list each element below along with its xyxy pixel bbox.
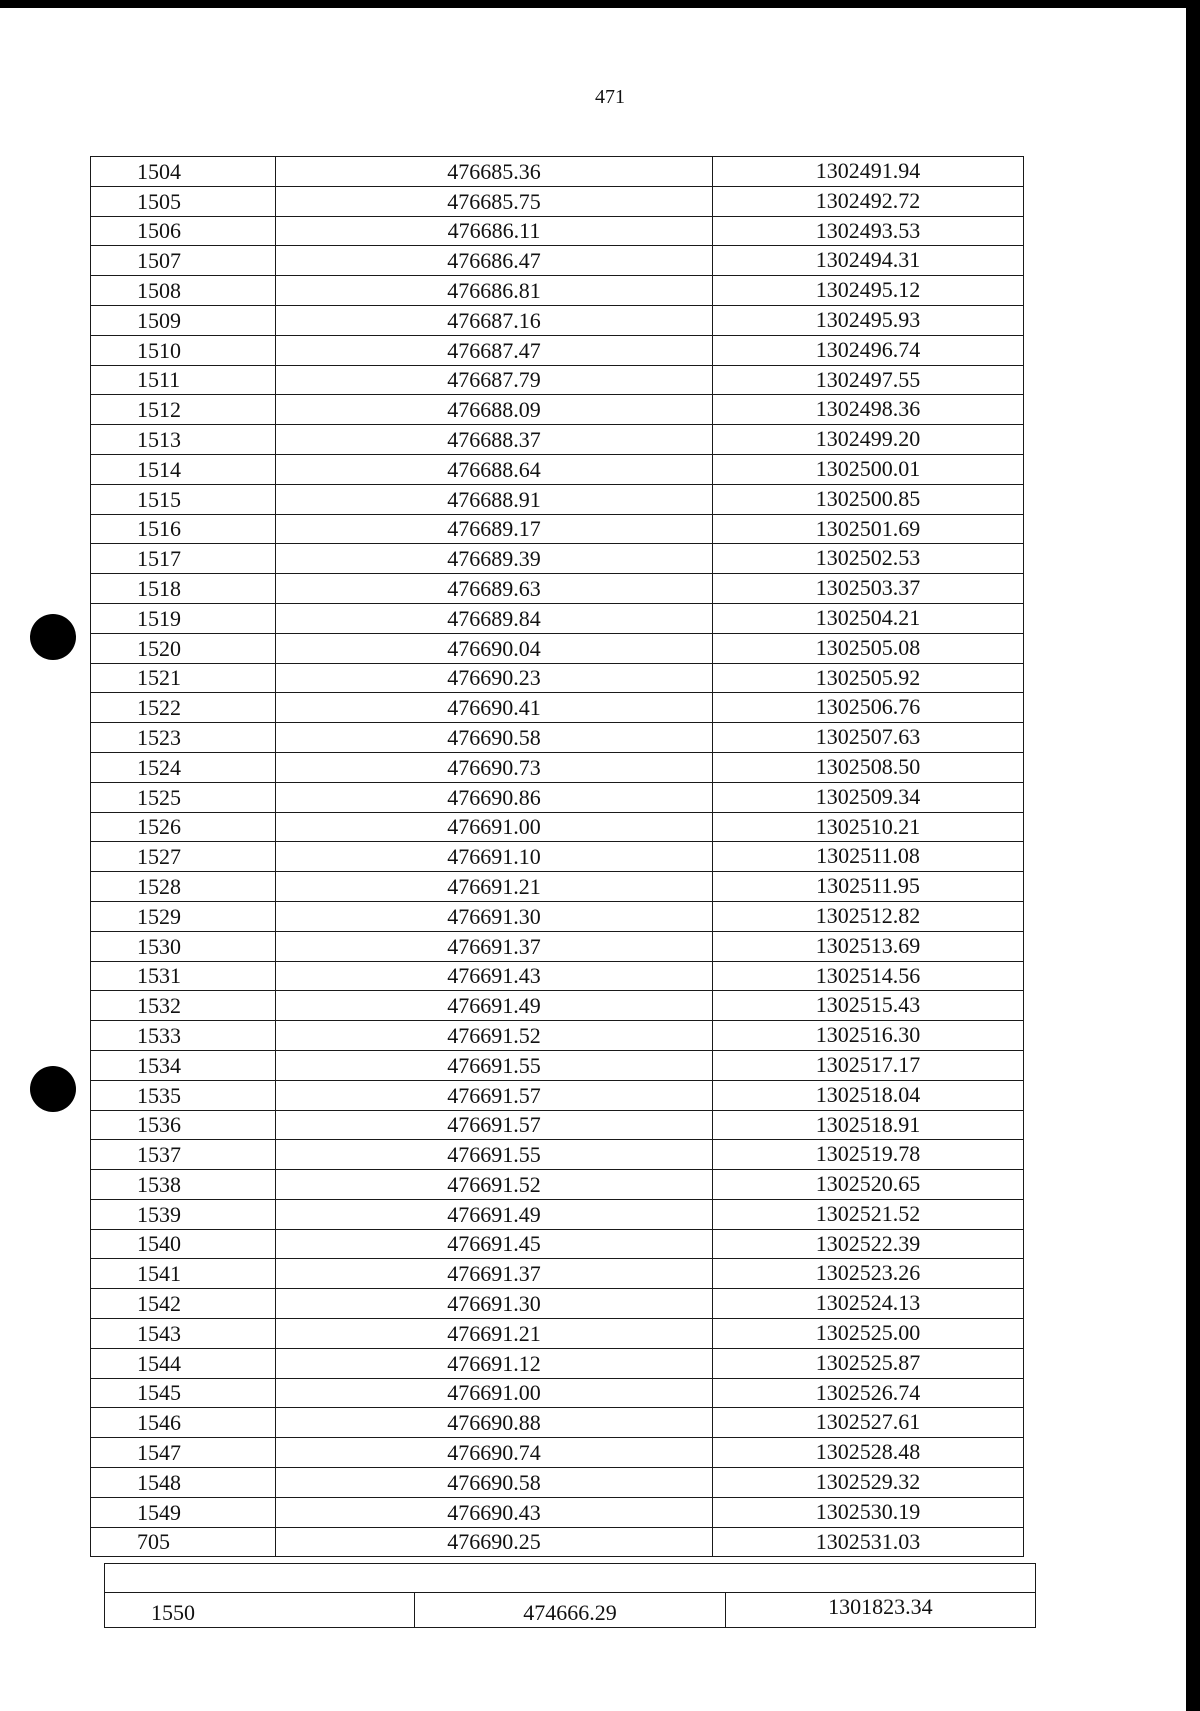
y-coordinate-cell: 1302511.08 bbox=[713, 842, 1024, 872]
x-coordinate-cell: 476691.49 bbox=[276, 1199, 713, 1229]
y-coordinate-cell: 1302526.74 bbox=[713, 1378, 1024, 1408]
point-id-cell: 1546 bbox=[91, 1408, 276, 1438]
point-id-cell: 1529 bbox=[91, 901, 276, 931]
point-id-cell: 1547 bbox=[91, 1438, 276, 1468]
table-row bbox=[91, 752, 1024, 782]
y-coordinate-cell: 1302502.53 bbox=[713, 544, 1024, 574]
table-row bbox=[91, 1319, 1024, 1349]
y-coordinate-cell: 1302494.31 bbox=[713, 246, 1024, 276]
y-coordinate-cell: 1302505.92 bbox=[713, 663, 1024, 693]
y-coordinate-cell: 1302495.93 bbox=[713, 305, 1024, 335]
table-row bbox=[91, 663, 1024, 693]
y-coordinate-cell: 1302520.65 bbox=[713, 1170, 1024, 1200]
x-coordinate-cell: 476690.58 bbox=[276, 1468, 713, 1498]
table-row bbox=[91, 1199, 1024, 1229]
y-coordinate-cell: 1302528.48 bbox=[713, 1438, 1024, 1468]
x-coordinate-cell: 476690.23 bbox=[276, 663, 713, 693]
table-row bbox=[91, 842, 1024, 872]
point-id-cell: 1550 bbox=[105, 1593, 415, 1628]
y-coordinate-cell: 1302518.91 bbox=[713, 1110, 1024, 1140]
y-coordinate-cell: 1302513.69 bbox=[713, 931, 1024, 961]
table-row bbox=[91, 1497, 1024, 1527]
point-id-cell: 1520 bbox=[91, 633, 276, 663]
y-coordinate-cell: 1302515.43 bbox=[713, 991, 1024, 1021]
table-row bbox=[91, 454, 1024, 484]
y-coordinate-cell: 1302514.56 bbox=[713, 961, 1024, 991]
x-coordinate-cell: 476691.00 bbox=[276, 1378, 713, 1408]
y-coordinate-cell: 1302527.61 bbox=[713, 1408, 1024, 1438]
point-id-cell: 1516 bbox=[91, 514, 276, 544]
y-coordinate-cell: 1302497.55 bbox=[713, 365, 1024, 395]
point-id-cell: 1518 bbox=[91, 574, 276, 604]
y-coordinate-cell: 1302507.63 bbox=[713, 723, 1024, 753]
y-coordinate-cell: 1302500.85 bbox=[713, 484, 1024, 514]
point-id-cell: 1536 bbox=[91, 1110, 276, 1140]
y-coordinate-cell: 1302510.21 bbox=[713, 812, 1024, 842]
y-coordinate-cell: 1302517.17 bbox=[713, 1050, 1024, 1080]
y-coordinate-cell: 1302531.03 bbox=[713, 1527, 1024, 1557]
x-coordinate-cell: 476689.84 bbox=[276, 603, 713, 633]
point-id-cell: 1506 bbox=[91, 216, 276, 246]
table-row bbox=[91, 514, 1024, 544]
page-number: 471 bbox=[595, 86, 625, 108]
table-row bbox=[91, 782, 1024, 812]
x-coordinate-cell: 476690.73 bbox=[276, 752, 713, 782]
x-coordinate-cell: 476691.00 bbox=[276, 812, 713, 842]
point-id-cell: 1521 bbox=[91, 663, 276, 693]
x-coordinate-cell: 476691.12 bbox=[276, 1348, 713, 1378]
point-id-cell: 1511 bbox=[91, 365, 276, 395]
x-coordinate-cell: 476687.16 bbox=[276, 305, 713, 335]
table-row bbox=[91, 1348, 1024, 1378]
x-coordinate-cell: 476691.57 bbox=[276, 1110, 713, 1140]
point-id-cell: 1527 bbox=[91, 842, 276, 872]
table-row bbox=[91, 186, 1024, 216]
scan-border-right bbox=[1186, 0, 1200, 1711]
table-row bbox=[91, 1438, 1024, 1468]
point-id-cell: 1504 bbox=[91, 157, 276, 187]
y-coordinate-cell: 1302521.52 bbox=[713, 1199, 1024, 1229]
table-row bbox=[91, 1408, 1024, 1438]
y-coordinate-cell: 1302503.37 bbox=[713, 574, 1024, 604]
y-coordinate-cell: 1302501.69 bbox=[713, 514, 1024, 544]
table-row bbox=[91, 991, 1024, 1021]
empty-cell bbox=[105, 1564, 1036, 1593]
point-id-cell: 1542 bbox=[91, 1289, 276, 1319]
x-coordinate-cell: 476690.88 bbox=[276, 1408, 713, 1438]
y-coordinate-cell: 1302492.72 bbox=[713, 186, 1024, 216]
point-id-cell: 1531 bbox=[91, 961, 276, 991]
y-coordinate-cell: 1302496.74 bbox=[713, 335, 1024, 365]
table-row bbox=[91, 1229, 1024, 1259]
coordinates-table-body bbox=[91, 157, 1024, 1557]
y-coordinate-cell: 1302523.26 bbox=[713, 1259, 1024, 1289]
x-coordinate-cell: 474666.29 bbox=[415, 1593, 725, 1628]
x-coordinate-cell: 476691.49 bbox=[276, 991, 713, 1021]
table-row bbox=[91, 216, 1024, 246]
x-coordinate-cell: 476687.47 bbox=[276, 335, 713, 365]
y-coordinate-cell: 1302529.32 bbox=[713, 1468, 1024, 1498]
x-coordinate-cell: 476691.45 bbox=[276, 1229, 713, 1259]
y-coordinate-cell: 1302524.13 bbox=[713, 1289, 1024, 1319]
x-coordinate-cell: 476686.47 bbox=[276, 246, 713, 276]
table-row bbox=[91, 305, 1024, 335]
y-coordinate-cell: 1302518.04 bbox=[713, 1080, 1024, 1110]
x-coordinate-cell: 476690.74 bbox=[276, 1438, 713, 1468]
table-row bbox=[91, 484, 1024, 514]
point-id-cell: 1541 bbox=[91, 1259, 276, 1289]
y-coordinate-cell: 1302525.87 bbox=[713, 1348, 1024, 1378]
point-id-cell: 1524 bbox=[91, 752, 276, 782]
point-id-cell: 1535 bbox=[91, 1080, 276, 1110]
table-row bbox=[105, 1593, 1036, 1628]
y-coordinate-cell: 1302500.01 bbox=[713, 454, 1024, 484]
point-id-cell: 1543 bbox=[91, 1319, 276, 1349]
table-row bbox=[91, 335, 1024, 365]
table-row bbox=[91, 723, 1024, 753]
x-coordinate-cell: 476691.57 bbox=[276, 1080, 713, 1110]
scan-border-top bbox=[0, 0, 1200, 8]
point-id-cell: 1513 bbox=[91, 425, 276, 455]
table-row bbox=[91, 1289, 1024, 1319]
x-coordinate-cell: 476690.58 bbox=[276, 723, 713, 753]
table-row bbox=[91, 812, 1024, 842]
y-coordinate-cell: 1302508.50 bbox=[713, 752, 1024, 782]
table-row bbox=[91, 1378, 1024, 1408]
x-coordinate-cell: 476690.86 bbox=[276, 782, 713, 812]
point-id-cell: 1548 bbox=[91, 1468, 276, 1498]
table-row bbox=[91, 1080, 1024, 1110]
point-id-cell: 1523 bbox=[91, 723, 276, 753]
x-coordinate-cell: 476691.30 bbox=[276, 901, 713, 931]
x-coordinate-cell: 476690.41 bbox=[276, 693, 713, 723]
point-id-cell: 1530 bbox=[91, 931, 276, 961]
table-row bbox=[91, 693, 1024, 723]
point-id-cell: 1526 bbox=[91, 812, 276, 842]
point-id-cell: 1528 bbox=[91, 872, 276, 902]
y-coordinate-cell: 1302498.36 bbox=[713, 395, 1024, 425]
table-row bbox=[91, 544, 1024, 574]
x-coordinate-cell: 476686.81 bbox=[276, 276, 713, 306]
y-coordinate-cell: 1302504.21 bbox=[713, 603, 1024, 633]
x-coordinate-cell: 476691.37 bbox=[276, 931, 713, 961]
x-coordinate-cell: 476685.75 bbox=[276, 186, 713, 216]
point-id-cell: 1507 bbox=[91, 246, 276, 276]
x-coordinate-cell: 476689.63 bbox=[276, 574, 713, 604]
table-row bbox=[91, 633, 1024, 663]
table-row bbox=[91, 246, 1024, 276]
y-coordinate-cell: 1302511.95 bbox=[713, 872, 1024, 902]
y-coordinate-cell: 1302512.82 bbox=[713, 901, 1024, 931]
x-coordinate-cell: 476691.30 bbox=[276, 1289, 713, 1319]
y-coordinate-cell: 1302525.00 bbox=[713, 1319, 1024, 1349]
table-row bbox=[91, 425, 1024, 455]
table-row bbox=[91, 1170, 1024, 1200]
point-id-cell: 1508 bbox=[91, 276, 276, 306]
point-id-cell: 1532 bbox=[91, 991, 276, 1021]
y-coordinate-cell: 1302506.76 bbox=[713, 693, 1024, 723]
table-row bbox=[91, 1259, 1024, 1289]
table-row bbox=[91, 961, 1024, 991]
point-id-cell: 1517 bbox=[91, 544, 276, 574]
table-row bbox=[91, 901, 1024, 931]
point-id-cell: 1505 bbox=[91, 186, 276, 216]
y-coordinate-cell: 1302505.08 bbox=[713, 633, 1024, 663]
x-coordinate-cell: 476691.10 bbox=[276, 842, 713, 872]
x-coordinate-cell: 476687.79 bbox=[276, 365, 713, 395]
x-coordinate-cell: 476690.25 bbox=[276, 1527, 713, 1557]
x-coordinate-cell: 476690.04 bbox=[276, 633, 713, 663]
point-id-cell: 1509 bbox=[91, 305, 276, 335]
y-coordinate-cell: 1302509.34 bbox=[713, 782, 1024, 812]
table-row bbox=[91, 1140, 1024, 1170]
x-coordinate-cell: 476689.39 bbox=[276, 544, 713, 574]
table-row bbox=[91, 1021, 1024, 1051]
y-coordinate-cell: 1302499.20 bbox=[713, 425, 1024, 455]
point-id-cell: 1525 bbox=[91, 782, 276, 812]
point-id-cell: 705 bbox=[91, 1527, 276, 1557]
x-coordinate-cell: 476686.11 bbox=[276, 216, 713, 246]
point-id-cell: 1545 bbox=[91, 1378, 276, 1408]
x-coordinate-cell: 476685.36 bbox=[276, 157, 713, 187]
point-id-cell: 1533 bbox=[91, 1021, 276, 1051]
point-id-cell: 1538 bbox=[91, 1170, 276, 1200]
x-coordinate-cell: 476691.21 bbox=[276, 872, 713, 902]
point-id-cell: 1537 bbox=[91, 1140, 276, 1170]
point-id-cell: 1519 bbox=[91, 603, 276, 633]
empty-separator-row bbox=[105, 1564, 1036, 1593]
x-coordinate-cell: 476688.91 bbox=[276, 484, 713, 514]
x-coordinate-cell: 476691.52 bbox=[276, 1170, 713, 1200]
point-id-cell: 1514 bbox=[91, 454, 276, 484]
table-row bbox=[91, 395, 1024, 425]
point-id-cell: 1515 bbox=[91, 484, 276, 514]
table-row bbox=[91, 931, 1024, 961]
point-id-cell: 1539 bbox=[91, 1199, 276, 1229]
point-id-cell: 1510 bbox=[91, 335, 276, 365]
punch-hole-mark bbox=[30, 1066, 76, 1112]
y-coordinate-cell: 1301823.34 bbox=[725, 1593, 1035, 1628]
point-id-cell: 1512 bbox=[91, 395, 276, 425]
punch-hole-mark bbox=[30, 614, 76, 660]
x-coordinate-cell: 476691.55 bbox=[276, 1050, 713, 1080]
x-coordinate-cell: 476691.43 bbox=[276, 961, 713, 991]
point-id-cell: 1544 bbox=[91, 1348, 276, 1378]
table-row bbox=[91, 276, 1024, 306]
x-coordinate-cell: 476691.52 bbox=[276, 1021, 713, 1051]
y-coordinate-cell: 1302519.78 bbox=[713, 1140, 1024, 1170]
y-coordinate-cell: 1302530.19 bbox=[713, 1497, 1024, 1527]
table-row bbox=[91, 574, 1024, 604]
y-coordinate-cell: 1302491.94 bbox=[713, 157, 1024, 187]
table-row bbox=[91, 603, 1024, 633]
point-id-cell: 1534 bbox=[91, 1050, 276, 1080]
x-coordinate-cell: 476688.64 bbox=[276, 454, 713, 484]
x-coordinate-cell: 476691.21 bbox=[276, 1319, 713, 1349]
x-coordinate-cell: 476690.43 bbox=[276, 1497, 713, 1527]
x-coordinate-cell: 476688.37 bbox=[276, 425, 713, 455]
table-row bbox=[91, 872, 1024, 902]
table-row bbox=[91, 1527, 1024, 1557]
x-coordinate-cell: 476688.09 bbox=[276, 395, 713, 425]
point-id-cell: 1549 bbox=[91, 1497, 276, 1527]
x-coordinate-cell: 476691.37 bbox=[276, 1259, 713, 1289]
y-coordinate-cell: 1302493.53 bbox=[713, 216, 1024, 246]
x-coordinate-cell: 476691.55 bbox=[276, 1140, 713, 1170]
y-coordinate-cell: 1302516.30 bbox=[713, 1021, 1024, 1051]
table-row bbox=[91, 157, 1024, 187]
coordinates-table-continuation bbox=[104, 1563, 1036, 1628]
y-coordinate-cell: 1302522.39 bbox=[713, 1229, 1024, 1259]
table-row bbox=[91, 365, 1024, 395]
table-row bbox=[91, 1468, 1024, 1498]
x-coordinate-cell: 476689.17 bbox=[276, 514, 713, 544]
table-row bbox=[91, 1110, 1024, 1140]
coordinates-table bbox=[90, 156, 1024, 1557]
point-id-cell: 1540 bbox=[91, 1229, 276, 1259]
table-row bbox=[91, 1050, 1024, 1080]
y-coordinate-cell: 1302495.12 bbox=[713, 276, 1024, 306]
point-id-cell: 1522 bbox=[91, 693, 276, 723]
